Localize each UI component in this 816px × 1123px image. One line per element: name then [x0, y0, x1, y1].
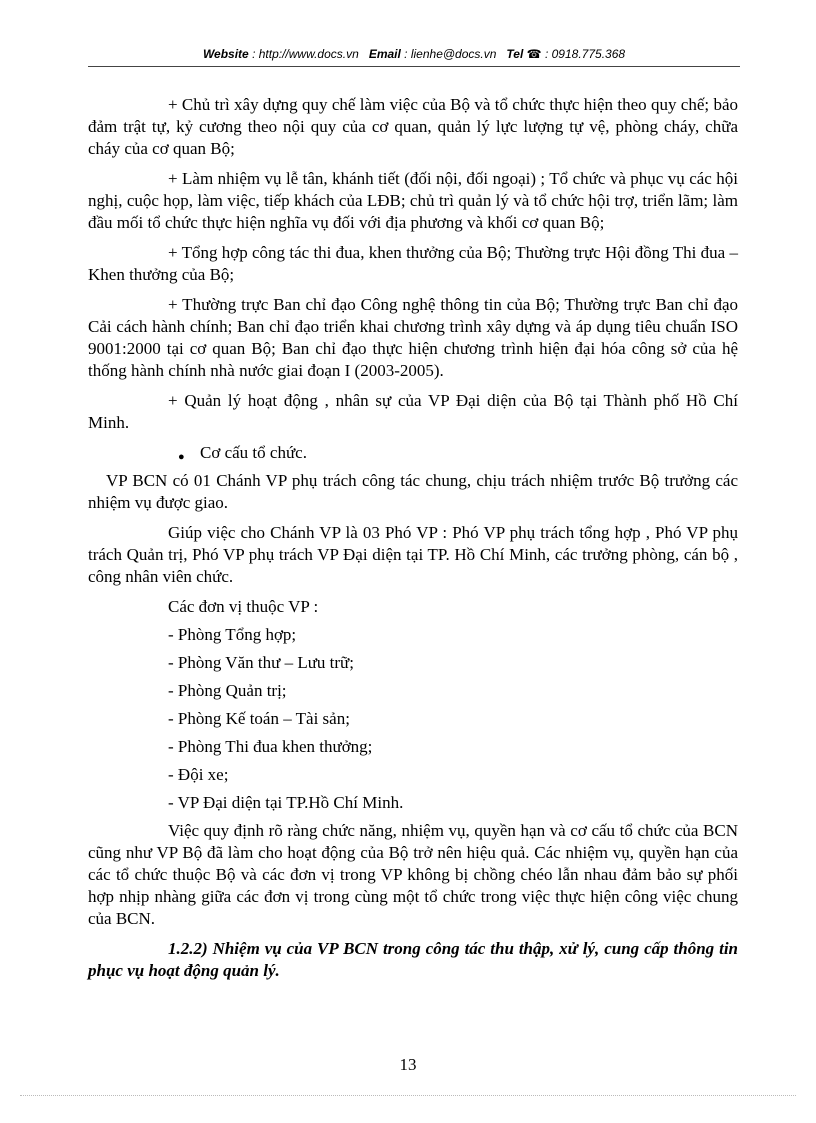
list-item: - Phòng Kế toán – Tài sản;	[168, 709, 350, 728]
bullet-text: Cơ cấu tổ chức.	[200, 443, 307, 462]
document-body	[88, 94, 738, 982]
paragraph-4: + Thường trực Ban chỉ đạo Công nghệ thông tin của Bộ; Thường trực Ban chỉ đạo Cải cách hành chính; Ban chỉ đạo triển khai chương trình xây dựng và áp dụng tiêu chuẩn ISO 9001:2000 tại cơ quan Bộ; Ban chỉ đạo thực hiện chương trình hiện đại hóa công sở của hệ thống hành chính nhà nước giai đoạn I (2003-2005).	[88, 295, 738, 380]
tel-label: Tel	[506, 47, 524, 61]
page-header	[88, 46, 740, 62]
email-link[interactable]: : lienhe@docs.vn	[404, 47, 497, 61]
paragraph-2: + Làm nhiệm vụ lễ tân, khánh tiết (đối nội, đối ngoại) ; Tổ chức và phục vụ các hội nghị, cuộc họp, làm việc, tiếp khách của LĐB; chủ trì quản lý và tổ chức hội trợ, triển lãm; làm đầu mối tổ chức thực hiện nghĩa vụ đối với địa phương và khối cơ quan Bộ;	[88, 169, 738, 232]
header-divider	[88, 66, 740, 67]
bullet-item	[88, 442, 738, 464]
structure-paragraph-2: Giúp việc cho Chánh VP là 03 Phó VP : Phó VP phụ trách tổng hợp , Phó VP phụ trách Quản trị, Phó VP phụ trách VP Đại diện tại TP. Hồ Chí Minh, các trưởng phòng, cán bộ , công nhân viên chức.	[88, 523, 738, 586]
list-item: - Phòng Tổng hợp;	[168, 625, 297, 644]
phone-icon: ☎	[526, 47, 542, 61]
footer-divider	[20, 1095, 796, 1096]
structure-paragraph-1: VP BCN có 01 Chánh VP phụ trách công tác chung, chịu trách nhiệm trước Bộ trưởng các nhiệm vụ được giao.	[88, 471, 738, 512]
list-item: - Phòng Văn thư – Lưu trữ;	[168, 653, 354, 672]
section-heading: 1.2.2) Nhiệm vụ của VP BCN trong công tác thu thập, xử lý, cung cấp thông tin phục vụ hoạt động quản lý.	[88, 939, 738, 980]
list-item: - Đội xe;	[168, 765, 229, 784]
units-label: Các đơn vị thuộc VP :	[168, 597, 319, 616]
page-number: 13	[399, 1055, 417, 1074]
tel-value: : 0918.775.368	[544, 47, 626, 61]
list-item: - Phòng Quản trị;	[168, 681, 287, 700]
list-item: - Phòng Thi đua khen thưởng;	[168, 737, 373, 756]
paragraph-1: + Chủ trì xây dựng quy chế làm việc của Bộ và tổ chức thực hiện theo quy chế; bảo đảm trật tự, kỷ cương theo nội quy của cơ quan, quản lý lực lượng tự vệ, phòng cháy, chữa cháy của cơ quan Bộ;	[88, 95, 738, 158]
conclusion-paragraph: Việc quy định rõ ràng chức năng, nhiệm vụ, quyền hạn và cơ cấu tổ chức của BCN cũng như VP Bộ đã làm cho hoạt động của Bộ trở nên hiệu quả. Các nhiệm vụ, quyền hạn của các tổ chức thuộc Bộ và các đơn vị trong VP không bị chồng chéo lẫn nhau đảm bảo sự phối hợp nhịp nhàng giữa các đơn vị trong cùng một tổ chức trong việc thực hiện công việc chung của BCN.	[88, 821, 738, 928]
paragraph-3: + Tổng hợp công tác thi đua, khen thưởng của Bộ; Thường trực Hội đồng Thi đua – Khen thưởng của Bộ;	[88, 243, 738, 284]
email-label: Email	[368, 47, 401, 61]
website-label: Website	[202, 47, 249, 61]
list-item: - VP Đại diện tại TP.Hồ Chí Minh.	[168, 793, 404, 812]
bullet-dot-icon: ●	[178, 451, 185, 463]
paragraph-5: + Quản lý hoạt động , nhân sự của VP Đại diện của Bộ tại Thành phố Hồ Chí Minh.	[88, 391, 738, 432]
website-link[interactable]: : http://www.docs.vn	[252, 47, 359, 61]
